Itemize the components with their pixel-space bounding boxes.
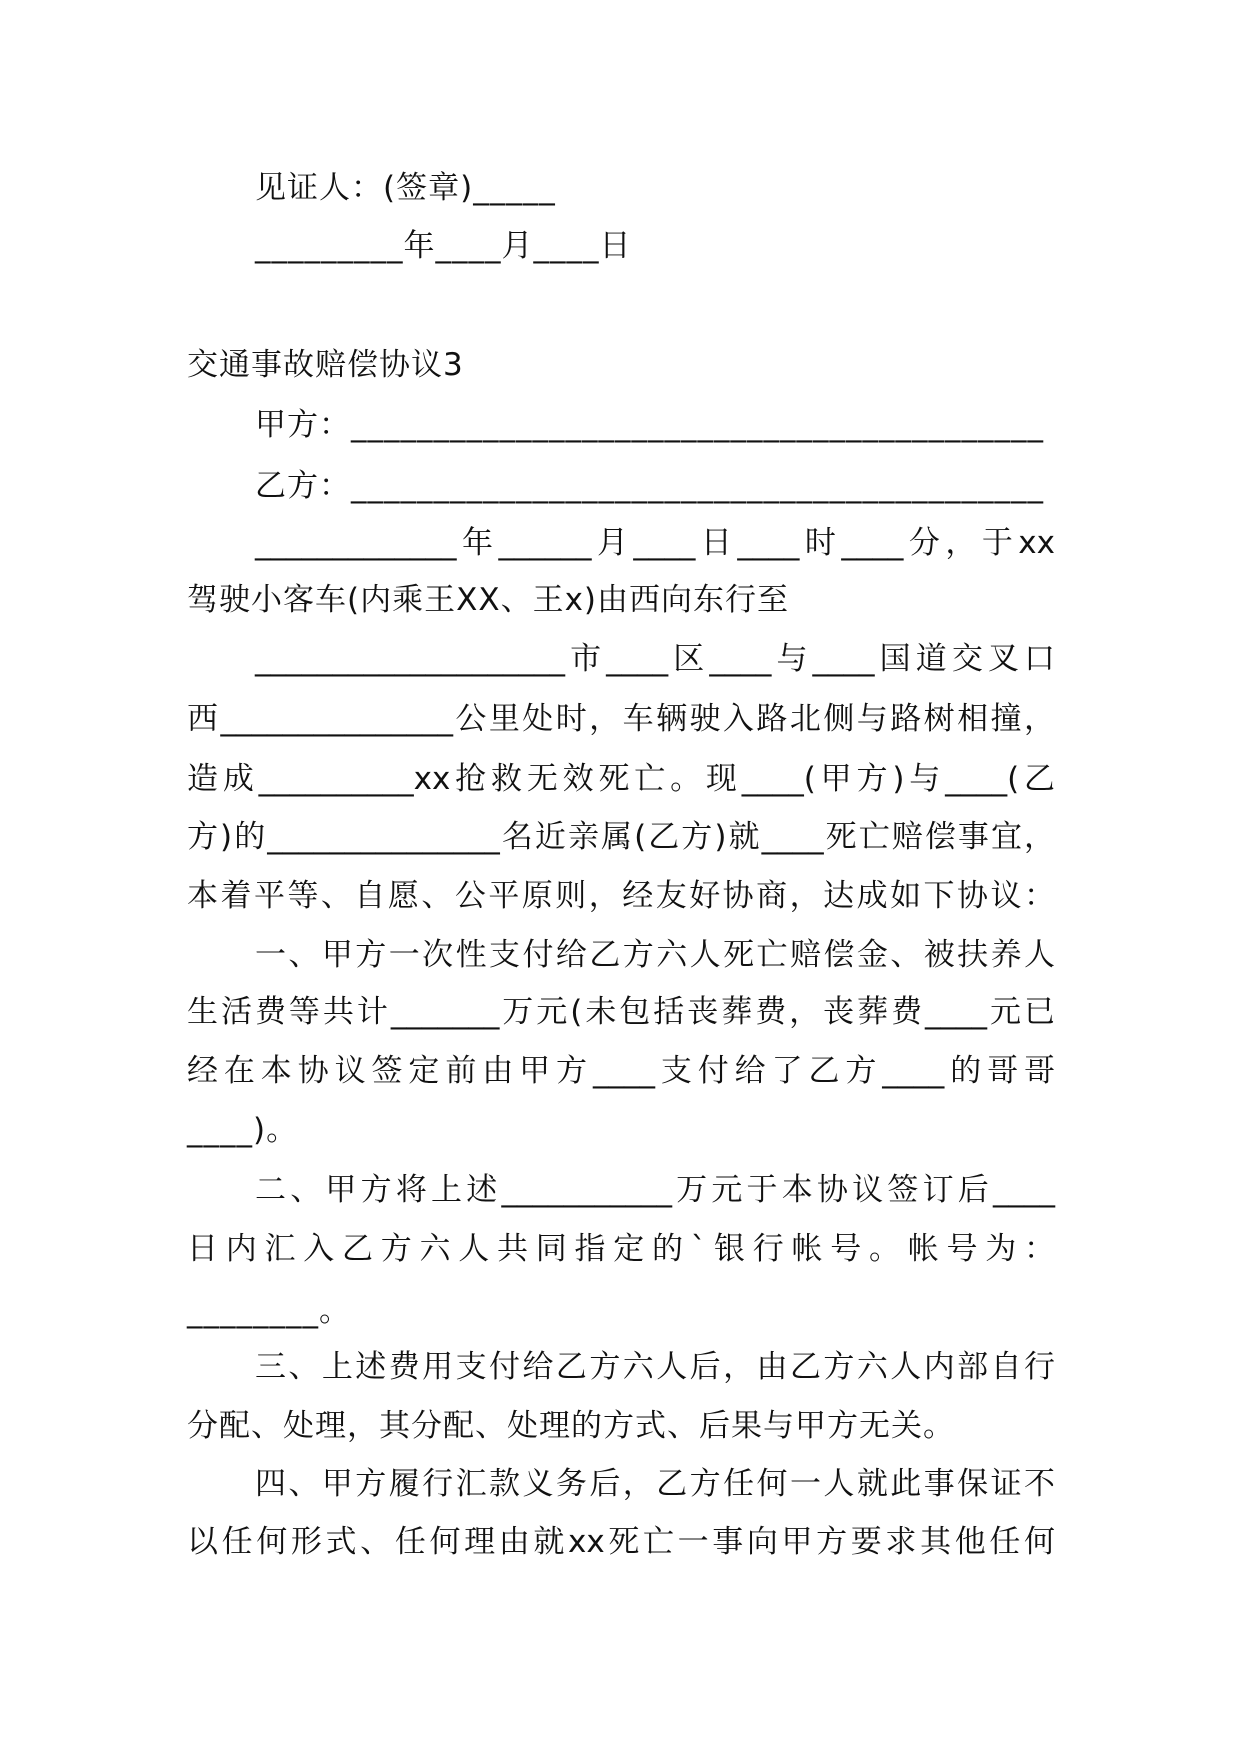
- witness-date-line: _________年____月____日: [255, 228, 632, 264]
- body-line: 方)的_______________名近亲属(乙方)就____死亡赔偿事宜，: [187, 819, 1055, 855]
- witness-signature-line: 见证人：(签章)_____: [255, 170, 556, 206]
- body-line: 西_______________公里处时，车辆驶入路北侧与路树相撞，: [187, 701, 1055, 737]
- body-line: 以任何形式、任何理由就xx死亡一事向甲方要求其他任何: [187, 1524, 1055, 1560]
- body-line: ____)。: [187, 1112, 299, 1148]
- body-line: ________。: [187, 1293, 351, 1329]
- body-line: 分配、处理，其分配、处理的方式、后果与甲方无关。: [187, 1408, 955, 1444]
- body-line: _____________年______月____日____时____分，于xx: [255, 525, 1055, 561]
- clause-2: 二、甲方将上述___________万元于本协议签订后____: [255, 1172, 1055, 1208]
- document-title: 交通事故赔偿协议3: [187, 347, 464, 383]
- body-line: ____________________市____区____与____国道交叉口: [255, 641, 1055, 677]
- body-line: 经在本协议签定前由甲方____支付给了乙方____的哥哥: [187, 1053, 1055, 1089]
- party-b-line: 乙方：__________________________________________: [255, 468, 1044, 504]
- body-line: 造成__________xx抢救无效死亡。现____(甲方)与____(乙: [187, 761, 1055, 797]
- clause-4: 四、甲方履行汇款义务后，乙方任何一人就此事保证不: [255, 1466, 1055, 1502]
- body-line: 日内汇入乙方六人共同指定的`银行帐号。帐号为：: [187, 1231, 1055, 1267]
- body-line: 生活费等共计_______万元(未包括丧葬费，丧葬费____元已: [187, 994, 1055, 1030]
- party-a-line: 甲方：__________________________________________: [255, 407, 1044, 443]
- clause-1: 一、甲方一次性支付给乙方六人死亡赔偿金、被扶养人: [255, 937, 1055, 973]
- clause-3: 三、上述费用支付给乙方六人后，由乙方六人内部自行: [255, 1349, 1055, 1385]
- body-line: 驾驶小客车(内乘王XX、王x)由西向东行至: [187, 582, 790, 618]
- body-line: 本着平等、自愿、公平原则，经友好协商，达成如下协议：: [187, 878, 1055, 914]
